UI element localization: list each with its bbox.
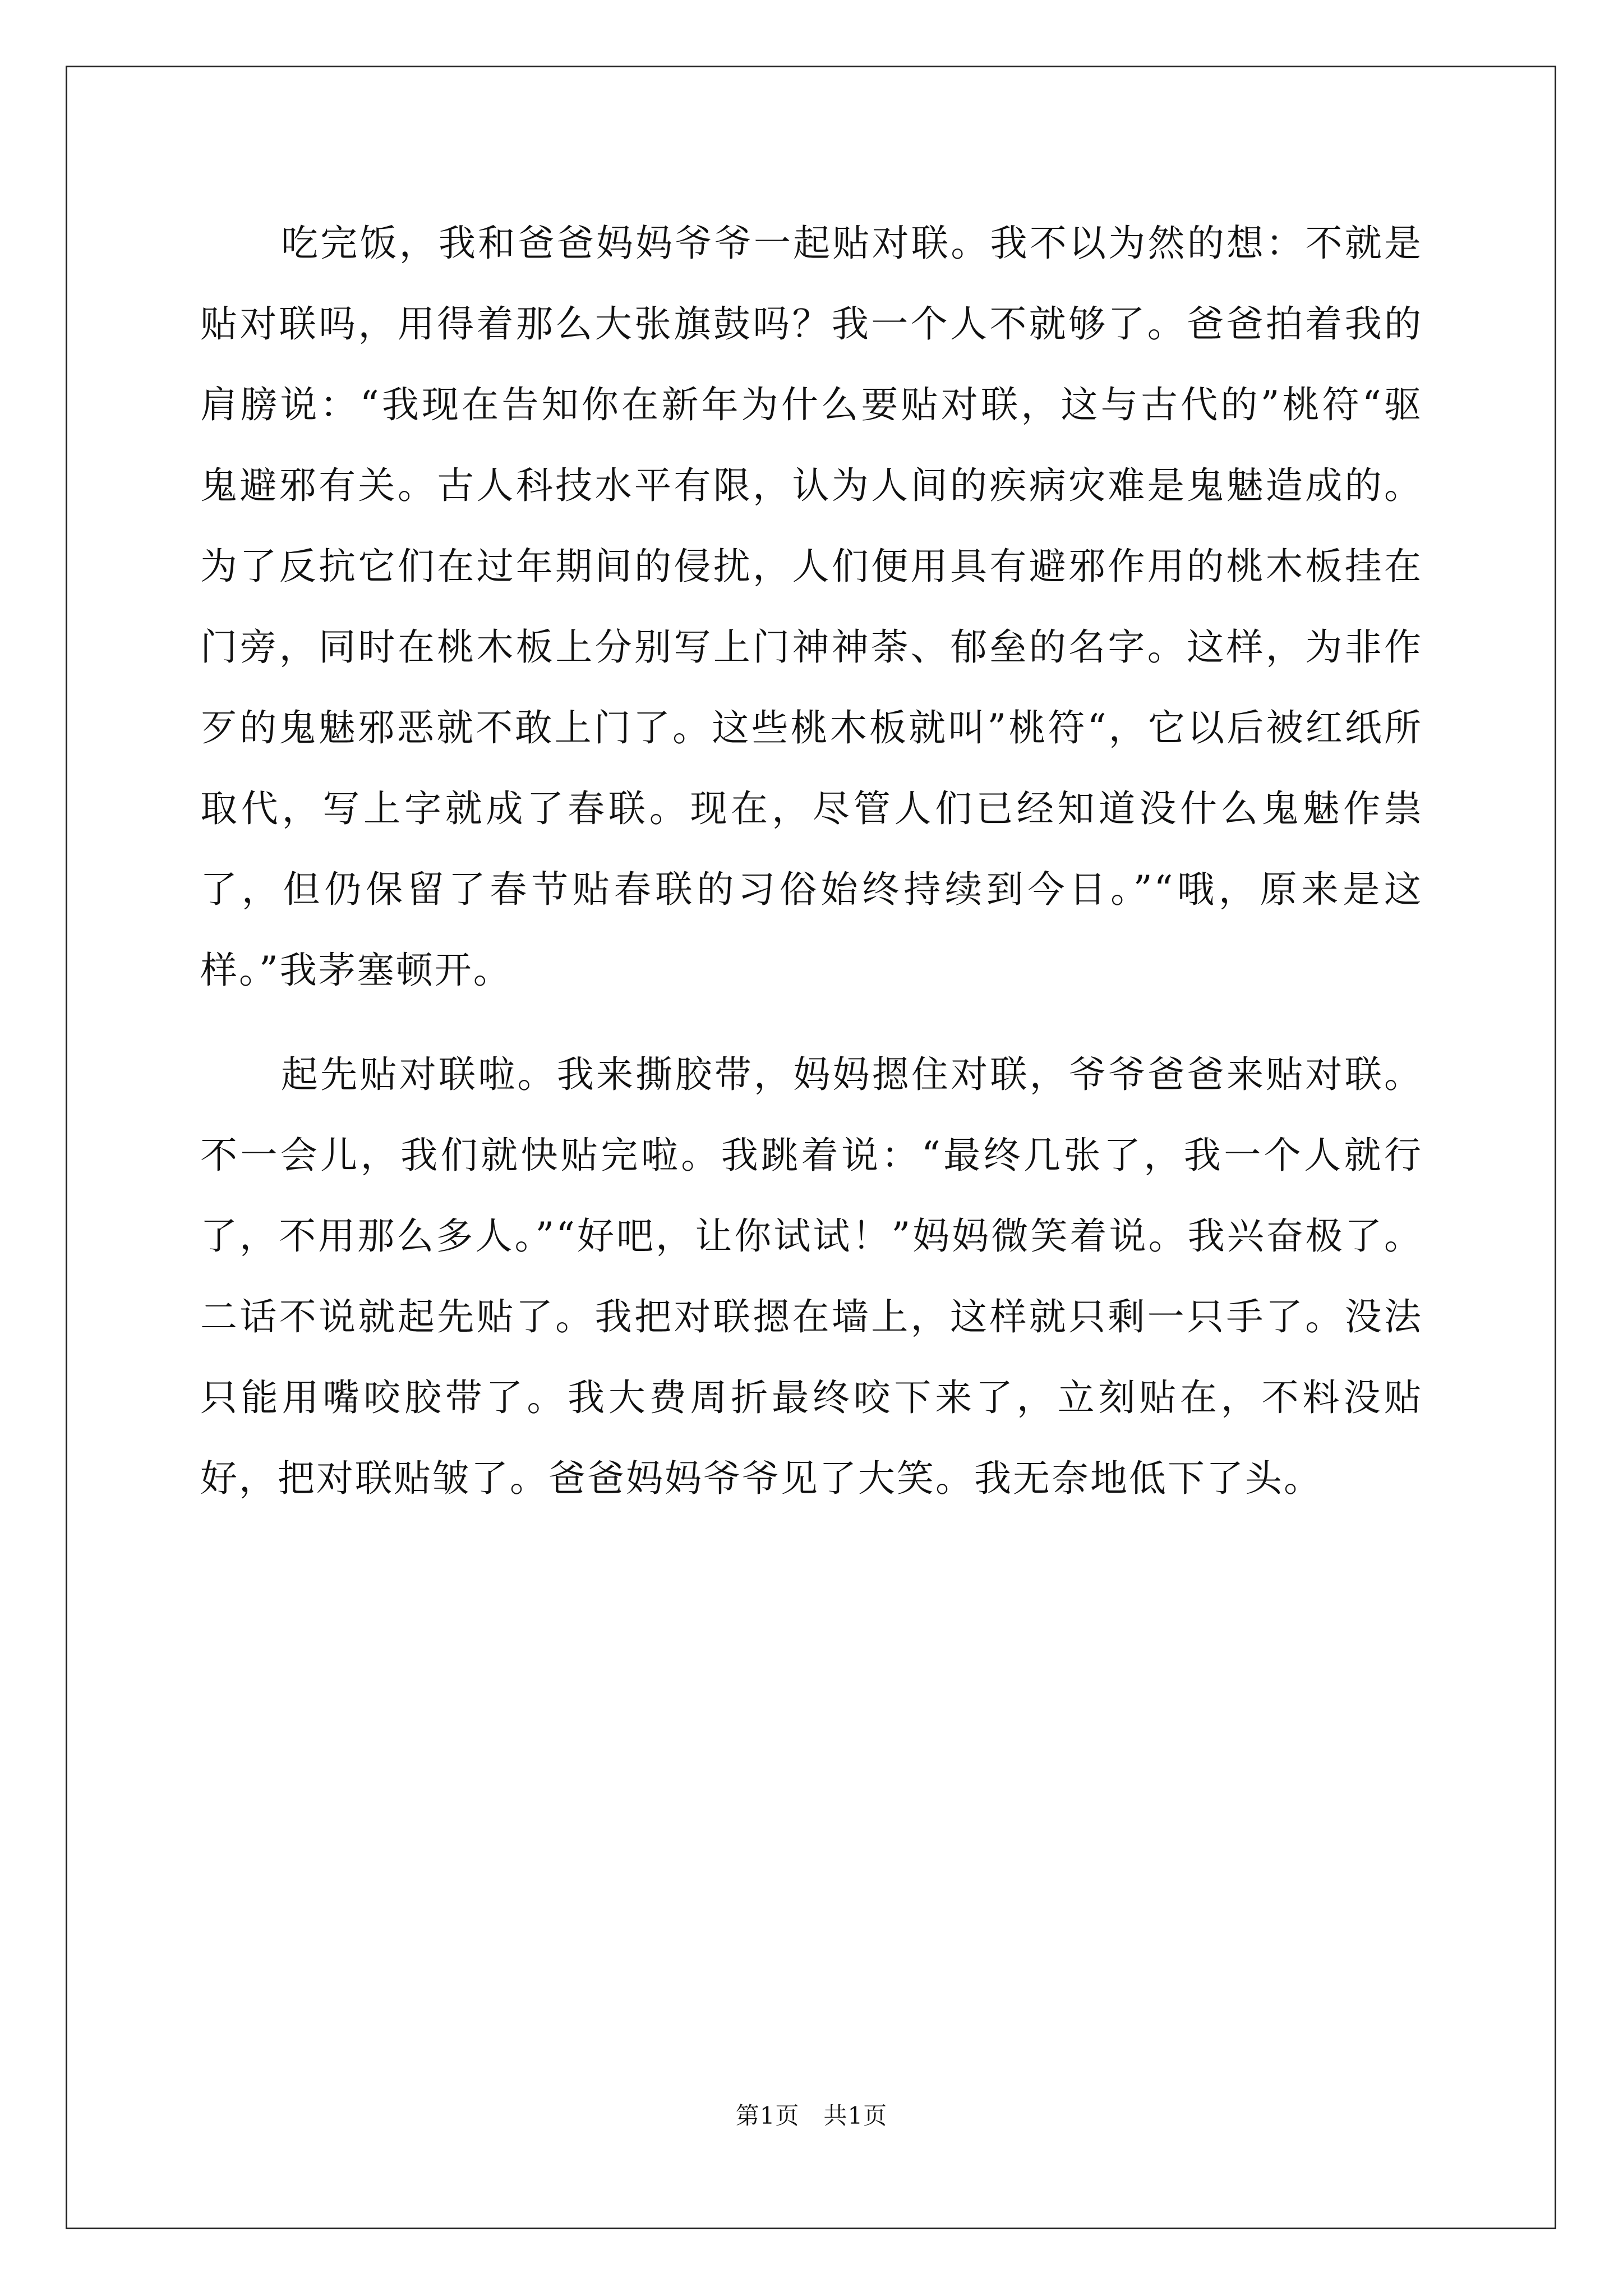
paragraph-2: 起先贴对联啦。我来撕胶带，妈妈摁住对联，爷爷爸爸来贴对联。不一会儿，我们就快贴完啦。我跳着说：“最终几张了，我一个人就行了，不用那么多人。”“好吧，让你试试！”妈妈微笑着说。我兴奋极了。二话不说就起先贴了。我把对联摁在墙上，这样就只剩一只手了。没法只能用嘴咬胶带了。我大费周折最终咬下来了，立刻贴在，不料没贴好，把对联贴皱了。爸爸妈妈爷爷见了大笑。我无奈地低下了头。 bbox=[200, 1053, 1423, 1500]
page-footer bbox=[0, 2099, 1623, 2133]
paragraph-1: 吃完饭，我和爸爸妈妈爷爷一起贴对联。我不以为然的想：不就是贴对联吗，用得着那么大张旗鼓吗？我一个人不就够了。爸爸拍着我的肩膀说：“我现在告知你在新年为什么要贴对联，这与古代的”桃符“驱鬼避邪有关。古人科技水平有限，认为人间的疾病灾难是鬼魅造成的。为了反抗它们在过年期间的侵扰，人们便用具有避邪作用的桃木板挂在门旁，同时在桃木板上分别写上门神神荼、郁垒的名字。这样，为非作歹的鬼魅邪恶就不敢上门了。这些桃木板就叫”桃符“，它以后被红纸所取代，写上字就成了春联。现在，尽管人们已经知道没什么鬼魅作祟了，但仍保留了春节贴春联的习俗始终持续到今日。”“哦，原来是这样。”我茅塞顿开。 bbox=[200, 222, 1423, 992]
document-body bbox=[200, 203, 1423, 1519]
page-total: 共1页 bbox=[823, 2102, 888, 2129]
page-number: 第1页 bbox=[735, 2102, 800, 2129]
